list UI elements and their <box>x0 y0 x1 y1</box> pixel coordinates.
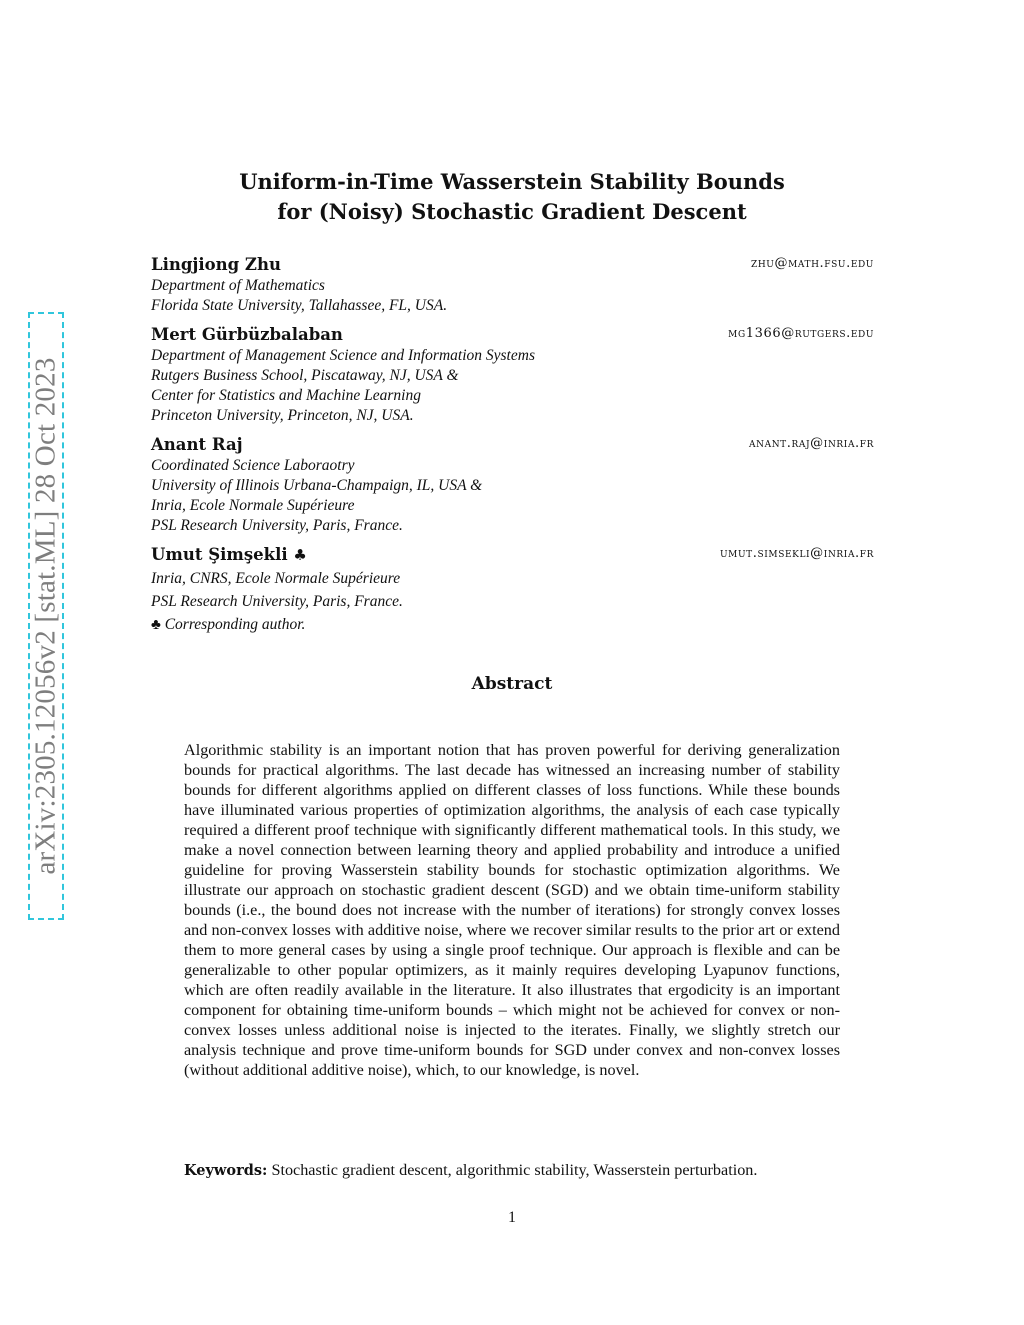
affiliation-line: Coordinated Science Laboraotry <box>151 457 355 474</box>
note-text: Corresponding author. <box>164 616 306 633</box>
author-block-gurbuzbalaban <box>151 324 874 426</box>
abstract-heading: Abstract <box>471 674 553 694</box>
abstract-text: Algorithmic stability is an important notion that has proven powerful for deriving generalization bounds for practical algorithms. The last decade has witnessed an increasing number of stability bounds for different algorithms applied on different classes of loss functions. While these bounds have illuminated various properties of optimization algorithms, the analysis of each case typically required a different proof technique with significantly different mathematical tools. In this study, we make a novel connection between learning theory and applied probability and introduce a unified guideline for proving Wasserstein stability bounds for stochastic optimization algorithms. We illustrate our approach on stochastic gradient descent (SGD) and we obtain time-uniform stability bounds (i.e., the bound does not increase with the number of iterations) for strongly convex losses and non-convex losses with additive noise, where we recover similar results to the prior art or extend them to more general cases by using a single proof technique. Our approach is flexible and can be generalizable to other popular optimizers, as it mainly requires developing Lyapunov functions, which are often readily available in the literature. It also illustrates that ergodicity is an important component for obtaining time-uniform bounds – which might not be achieved for convex or non-convex losses unless additional noise is injected to the iterates. Finally, we slightly stretch our analysis technique and prove time-uniform bounds for SGD under convex and non-convex losses (without additional additive noise), which, to our knowledge, is novel. <box>184 741 840 1079</box>
affiliation-line: PSL Research University, Paris, France. <box>151 517 403 534</box>
affiliation-line: Florida State University, Tallahassee, FL, USA. <box>151 297 448 314</box>
arxiv-identifier[interactable]: arXiv:2305.12056v2 [stat.ML] 28 Oct 2023 <box>29 357 62 875</box>
keywords-text: Stochastic gradient descent, algorithmic stability, Wasserstein perturbation. <box>271 1161 758 1179</box>
page-number: 1 <box>508 1209 516 1226</box>
affiliation-line: Inria, Ecole Normale Supérieure <box>151 497 355 514</box>
author-name: Anant Raj <box>151 435 243 454</box>
club-symbol-icon: ♣ <box>151 617 161 633</box>
title-line-1: Uniform-in-Time Wasserstein Stability Bounds <box>239 169 785 194</box>
affiliation-line: University of Illinois Urbana-Champaign, IL, USA & <box>151 477 483 494</box>
paper-title <box>150 167 874 227</box>
author-email[interactable]: mg1366@rutgers.edu <box>728 326 874 341</box>
affiliation-line: Center for Statistics and Machine Learning <box>151 387 421 404</box>
author-email[interactable]: umut.simsekli@inria.fr <box>719 546 874 561</box>
author-block-zhu <box>151 254 874 316</box>
author-name: Umut Şimşekli <box>151 545 288 564</box>
affiliation-line: Princeton University, Princeton, NJ, USA. <box>151 407 414 424</box>
author-block-simsekli <box>151 544 874 635</box>
club-symbol-icon: ♣ <box>293 546 307 564</box>
affiliation-line: Rutgers Business School, Piscataway, NJ, USA & <box>151 367 459 384</box>
author-email[interactable]: zhu@math.fsu.edu <box>751 256 874 271</box>
affiliation-line: PSL Research University, Paris, France. <box>151 593 403 610</box>
corresponding-author-note <box>151 615 874 635</box>
keywords-label: Keywords: <box>184 1162 268 1179</box>
affiliation-line: Department of Management Science and Information Systems <box>151 347 535 364</box>
author-name: Mert Gürbüzbalaban <box>151 325 343 344</box>
affiliation-line: Inria, CNRS, Ecole Normale Supérieure <box>151 570 401 587</box>
author-name: Lingjiong Zhu <box>151 255 281 274</box>
author-email[interactable]: anant.raj@inria.fr <box>749 436 874 451</box>
affiliation-line: Department of Mathematics <box>151 277 325 294</box>
author-block-raj <box>151 434 874 536</box>
title-line-2: for (Noisy) Stochastic Gradient Descent <box>277 199 747 224</box>
keywords <box>184 1160 864 1181</box>
